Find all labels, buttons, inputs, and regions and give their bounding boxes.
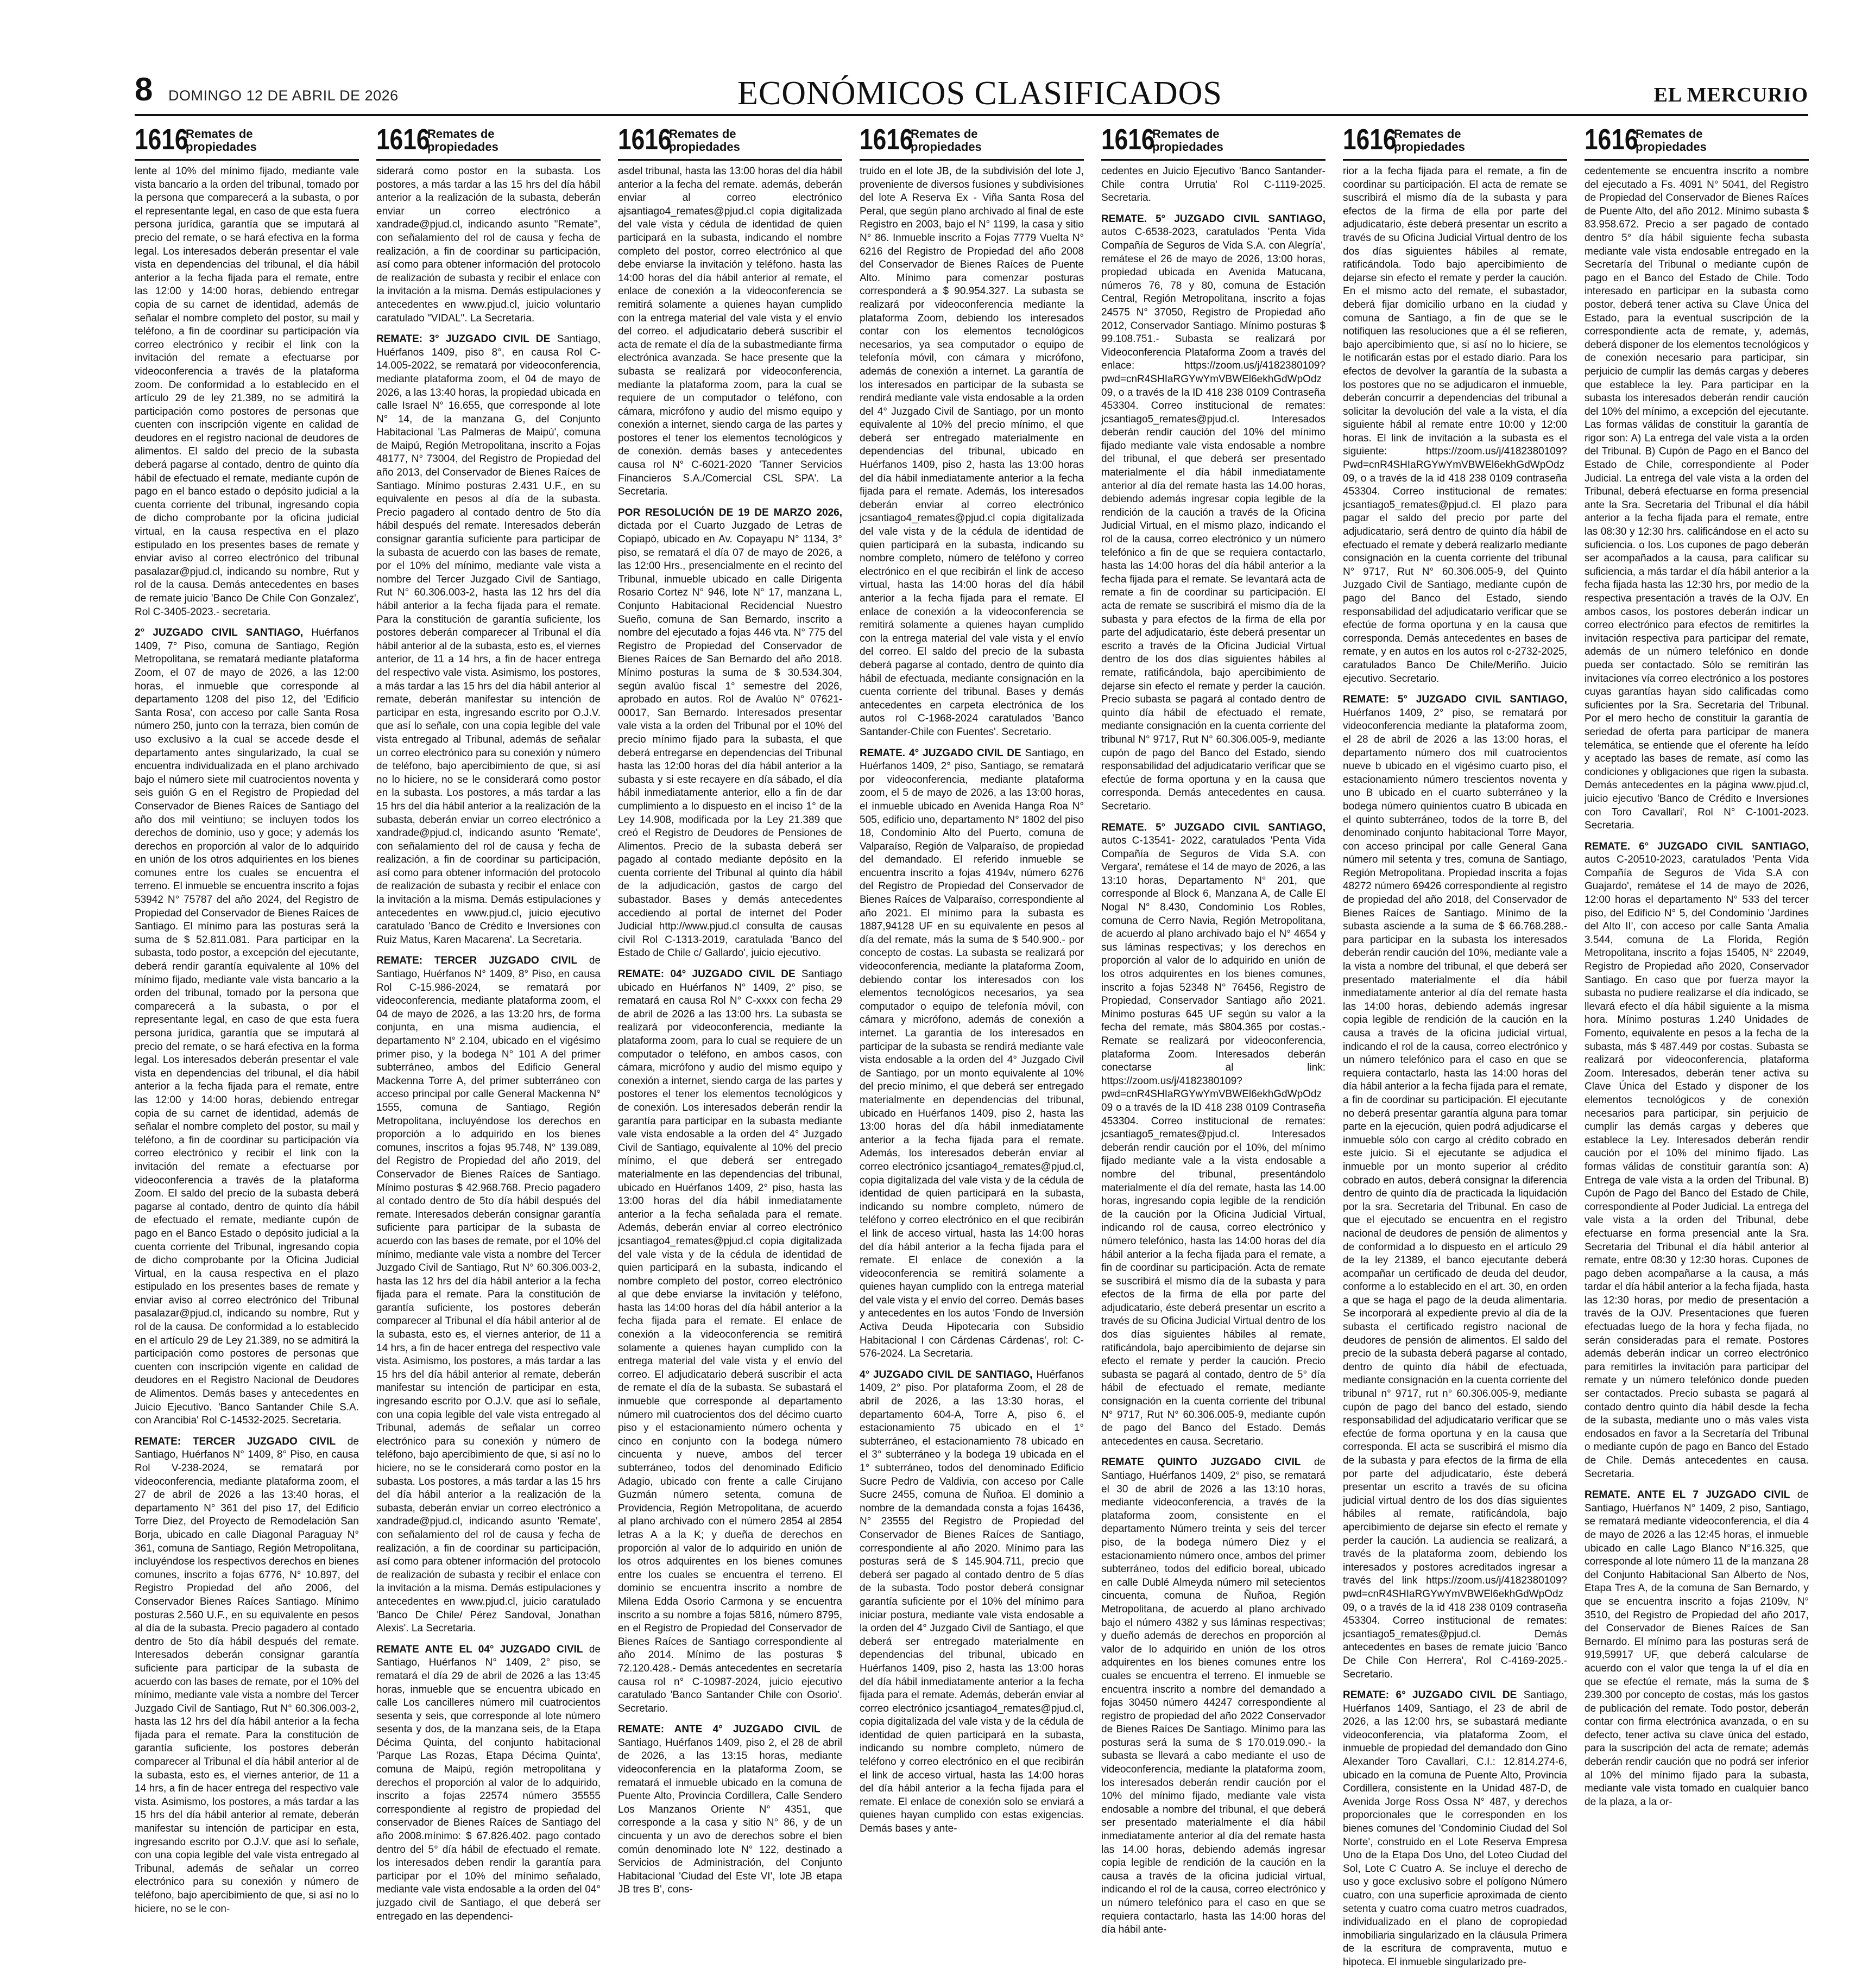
classified-ad: REMATE QUINTO JUZGADO CIVIL de Santiago, Huérfanos 1409, 2° piso, se rematará el 30 de abril de 2026 a las 13:10 horas, mediante videoconferencia, a través de la plataforma zoom, consistente en el departamento Número treinta y seis del tercer piso, de la bodega número Diez y el estacionamiento número once, ambos del primer subterráneo, todos del edificio boreal, ubicado en calle Dublé Almeyda número mil setecientos cincuenta, comuna de Ñuñoa, Región Metropolitana, de acuerdo al plano archivado bajo el número 4382 y sus láminas respectivas; y dueño además de derechos en proporción al valor de lo adquirido en unión de los otros adquirentes en los bienes comunes entre los cuales se encuentra el terreno. El inmueble se encuentra inscrito a nombre del demandado a fojas 30450 número 44247 correspondiente al registro de propiedad del año 2022 Conservador de Bienes Raíces De Santiago. Mínimo para las posturas será la suma de $ 170.019.090.- la subasta se llevará a cabo mediante el uso de videoconferencia, mediante la plataforma zoom, los interesados deberán rendir caución por el 10% del mínimo fijado, mediante vale vista endosable a nombre del tribunal, el que deberá ser presentado materialmente el día hábil inmediatamente anterior al día del remate hasta las 14.00 horas, debiendo además ingresar copia legible de rendición de la caución en la causa a través de la oficina judicial virtual, indicando el rol de la causa, correo electrónico y un número telefónico para el caso en que se requiera contactarlo, hasta las 14:00 horas del día hábil ante- [1101, 1457, 1326, 1936]
category-number: 1616 [376, 123, 430, 156]
category-number: 1616 [135, 123, 188, 156]
category-label: Remates de propiedades [1394, 127, 1465, 154]
page-header [135, 73, 1808, 111]
classified-ad: 4° JUZGADO CIVIL DE SANTIAGO, Huérfanos 1409, 2° piso. Por plataforma Zoom, el 28 de abril de 2026, a las 13:30 horas, el departamento 604-A, Torre A, piso 6, el estacionamiento 75 ubicado en el 1° subterráneo, el estacionamiento 78 ubicado en el 3° subterráneo y la bodega 19 ubicada en el 1° subterráneo, todos del denominado Edificio Sucre Pedro de Valdivia, con acceso por Calle Sucre 2455, comuna de Ñuñoa. El dominio a nombre de la demandada consta a fojas 16436, N° 23555 del Registro de Propiedad del Conservador de Bienes Raíces de Santiago, correspondiente al año 2020. Mínimo para las posturas será de $ 145.904.711, precio que deberá ser pagado al contado dentro de 5 días de la subasta. Todo postor deberá consignar garantía suficiente por el 10% del mínimo para iniciar postura, mediante vale vista endosable a la orden del 4° Juzgado Civil de Santiago, el que deberá ser entregado materialmente en dependencias del tribunal, ubicado en Huérfanos 1409, piso 2, hasta las 13:00 horas del día hábil inmediatamente anterior a la fecha fijada para el remate. Además, deberán enviar al correo electrónico jcsantiago4_remates@pjud.cl, copia digitalizada del vale vista y de la cédula de identidad de quien participará en la subasta, indicando su nombre completo, número de teléfono y correo electrónico en el que recibirán el link de acceso virtual, hasta las 14:00 horas del día hábil anterior a la fecha fijada para el remate. El enlace de conexión solo se enviará a quienes hayan cumplido con estas exigencias. Demás bases y ante- [860, 1369, 1084, 1835]
category-label: Remates de propiedades [669, 127, 740, 154]
classified-ad: REMATE. 6° JUZGADO CIVIL SANTIAGO, autos C-20510-2023, caratulados 'Penta Vida Compañía de Seguros de Vida S.A con Guajardo', remátese el 14 de mayo de 2026, 12:00 horas el departamento N° 533 del tercer piso, del Edificio N° 5, del Condominio 'Jardines del Alto II', con acceso por calle Santa Amalia 3.544, comuna de La Florida, Región Metropolitana, inscrito a fojas 15405, N° 22049, Registro de Propiedad año 2020, Conservador Santiago. En caso que por fuerza mayor la subasta no pudiere realizarse el día indicado, se llevará efecto el día hábil siguiente a la misma hora. Mínimo posturas 1.240 Unidades de Fomento, equivalente en pesos a la fecha de la subasta, más $ 487.449 por costas. Subasta se realizará por videoconferencia, plataforma Zoom. Interesados, deberán tener activa su Clave Única del Estado y disponer de los elementos tecnológicos y de conexión necesarios para participar, sin perjuicio de cumplir las demás cargas y deberes que establece la Ley. Interesados deberán rendir caución por el 10% del mínimo fijado. Las formas válidas de constituir garantía son: A) Entrega de vale vista a la orden del Tribunal. B) Cupón de Pago del Banco del Estado de Chile, correspondiente al Poder Judicial. La entrega del vale vista a la orden del Tribunal, debe efectuarse en forma presencial ante la Sra. Secretaria del Tribunal el día hábil anterior al remate, entre 08:30 y 12:30 horas. Cupones de pago deben acompañarse a la causa, a más tardar el día hábil anterior a la fecha fijada, hasta las 12:30 horas, por medio de presentación a través de la OJV. Presentaciones que fueren efectuadas luego de la hora y fecha fijada, no serán consideradas para el remate. Postores además deberán indicar un correo electrónico para remitirles la invitación para participar del remate y un número telefónico donde pueden ser contactados. Precio subasta se pagará al contado dentro quinto día hábil desde la fecha de la subasta, mediante uno o más vales vista endosados en favor a la Secretaría del Tribunal o mediante cupón de pago en Banco del Estado de Chile. Demás antecedentes en causa. Secretaria. [1585, 840, 1809, 1480]
category-label: Remates de propiedades [427, 127, 498, 154]
classified-ad: REMATE: 5° JUZGADO CIVIL SANTIAGO, Huérfanos 1409, 2° piso, se rematará por videoconferencia mediante la plataforma zoom, el 28 de abril de 2026 a las 13:00 horas, el departamento número dos mil cuatrocientos nueve b ubicado en el vigésimo cuarto piso, el estacionamiento número trescientos noventa y uno B ubicado en el cuarto subterráneo y la bodega número quinientos cuatro B ubicada en el quinto subterráneo, todos de la torre B, del denominado conjunto habitacional Torre Mayor, con acceso principal por calle General Gana número mil setenta y tres, comuna de Santiago, Región Metropolitana. Propiedad inscrita a fojas 48272 número 69426 correspondiente al registro de propiedad del año 2018, del Conservador de Bienes Raíces de Santiago. Mínimo de la subasta asciende a la suma de $ 66.768.288.- para participar en la subasta los interesados deberán rendir caución del 10%, mediante vale a la vista a nombre del tribunal, el que deberá ser presentado materialmente el día hábil inmediatamente anterior al día del remate hasta las 14:00 horas, debiendo además ingresar copia legible de rendición de la caución en la causa a través de la oficina judicial virtual, indicando el rol de la causa, correo electrónico y un número telefónico para el caso en que se requiera contactarlo, hasta las 14:00 horas del día hábil anterior a la fecha fijada para el remate, a fin de coordinar su participación. El ejecutante no deberá presentar garantía alguna para tomar parte en la ejecución, quien podrá adjudicarse el inmueble sólo con cargo al crédito cobrado en este juicio. Si el ejecutante se adjudica el inmueble por un monto superior al crédito cobrado en autos, deberá consignar la diferencia dentro de quinto día de practicada la liquidación por la sra. Secretaria del Tribunal. En caso de que el ejecutado se encuentra en el registro nacional de deudores de pensión de alimentos y de conformidad a lo dispuesto en el artículo 29 de la ley 21389, el banco ejecutante deberá acompañar un certificado de deuda del deudor, conforme a lo establecido en el art. 30, en orden a que se haga el pago de la deuda alimentaria. Se incorporará al expediente previo al día de la subasta el certificado registro nacional de deudores de pensión de alimentos. El saldo del precio de la subasta deberá pagarse al contado, dentro de quinto día hábil de efectuada, mediante consignación en la cuenta corriente del tribunal n° 9717, rut n° 60.306.005-9, mediante cupón de pago del banco del estado, siendo responsabilidad del adjudicatario verificar que se efectúe de forma oportuna y en la causa que corresponda. El acta se suscribirá el mismo día de la subasta y para efectos de la firma de ella por parte del adjudicatario, éste deberá presentar un escrito a través de su oficina judicial virtual dentro de los dos días siguientes hábiles al remate, ratificándola, bajo apercibimiento de dejarse sin efecto el remate y perder la caución. La audiencia se realizará, a través de la plataforma zoom, debiendo los interesados y postores acreditados ingresar a través del link https://zoom.us/j/4182380109?pwd=cnR4SHIaRGYwYmVBWEl6ekhGdWpOdz09, o a través de la id 418 238 0109 contraseña 453304. Correo institucional de remates: jcsantiago5_remates@pjud.cl. Demás antecedentes en bases de remate juicio 'Banco De Chile Con Herrera', Rol C-4169-2025.- Secretario. [1343, 694, 1567, 1680]
classified-ad: truido en el lote JB, de la subdivisión del lote J, proveniente de diversos fusiones y subdivisiones del lote A Reserva Ex - Viña Santa Rosa del Peral, que según plano archivado al final de este Registro en 2003, bajo el N° 1199, la casa y sitio N° 86. Inmueble inscrito a Fojas 7779 Vuelta N° 6216 del Registro de Propiedad del año 2008 del Conservador de Bienes Raíces de Puente Alto. Mínimo para comenzar posturas corresponderá a $ 90.954.327. La subasta se realizará por videoconferencia mediante la plataforma Zoom, debiendo los interesados contar con los elementos tecnológicos necesarios, ya sea computador o equipo de telefonía móvil, con cámara y micrófono, además de conexión a internet. La garantía de los interesados en participar de la subasta se rendirá mediante vale vista endosable a la orden del 4° Juzgado Civil de Santiago, por un monto equivalente al 10% del precio mínimo, el que deberá ser entregado materialmente en dependencias del tribunal, ubicado en Huérfanos 1409, piso 2, hasta las 13:00 horas del día hábil inmediatamente anterior a la fecha fijada para el remate. Además, los interesados deberán enviar al correo electrónico jcsantiago4_remates@pjud.cl copia digitalizada del vale vista y de la cédula de identidad de quien participará en la subasta, indicando su nombre completo, número de teléfono y correo electrónico en el que recibirán el link de acceso virtual, hasta las 14:00 horas del día hábil anterior a la fecha fijada para el remate. El enlace de conexión a la videoconferencia se remitirá solamente a quienes hayan cumplido con la entrega material del vale vista y el envío del correo. El saldo del precio de la subasta deberá pagarse al contado, dentro de quinto día hábil de efectuada, mediante consignación en la cuenta corriente del tribunal. Bases y demás antecedentes en carpeta electrónica de los autos rol C-1968-2024 caratulados 'Banco Santander-Chile con Fuentes'. Secretario. [860, 166, 1084, 738]
classified-ad: cedentemente se encuentra inscrito a nombre del ejecutado a Fs. 4091 N° 5041, del Registro de Propiedad del Conservador de Bienes Raíces de Puente Alto, del año 2012. Mínimo subasta $ 83.958.672. Precio a ser pagado de contado dentro 5° día hábil siguiente fecha subasta mediante vale vista endosable entregado en la Secretaría del Tribunal o mediante cupón de pago en el Banco del Estado de Chile. Todo interesado en participar en la subasta como postor, deberá tener activa su Clave Única del Estado, para la eventual suscripción de la correspondiente acta de remate, y, además, deberá disponer de los elementos tecnológicos y de conexión necesario para participar, sin perjuicio de cumplir las demás cargas y deberes que establece la ley. Para participar en la subasta los interesados deberán rendir caución del 10% del mínimo, a excepción del ejecutante. Las formas válidas de constituir la garantía de rigor son: A) La entrega del vale vista a la orden del Tribunal. B) Cupón de Pago en el Banco del Estado de Chile, correspondiente al Poder Judicial. La entrega del vale vista a la orden del Tribunal, deberá efectuarse en forma presencial ante la Sra. Secretaria del Tribunal el día hábil anterior a la fecha fijada para el remate, entre las 08:30 y 12:30 hrs. calificándose en el acto su suficiencia. o los. Los cupones de pago deberán ser acompañados a la causa, para calificar su suficiencia, a más tardar el día hábil anterior a la fecha fijada hasta las 12:30 hrs, por medio de la respectiva presentación a través de la OJV. En ambos casos, los postores deberán indicar un correo electrónico para efectos de remitirles la invitación respectiva para participar del remate, además de un número telefónico en donde pueda ser contactado. Sólo se remitirán las invitaciones vía correo electrónico a los postores cuyas garantías hayan sido calificadas como suficientes por la Sra. Secretaria del Tribunal. Por el mero hecho de constituir la garantía de seriedad de oferta para participar de manera telemática, se entiende que el oferente ha leído y aceptado las bases de remate, así como las condiciones y obligaciones que rigen la subasta. Demás antecedentes en la página www.pjud.cl, juicio ejecutivo 'Banco de Crédito e Inversiones con Toro Cavallari', Rol N° C-1001-2023. Secretaria. [1585, 166, 1809, 832]
classified-column [1101, 122, 1326, 1968]
classified-ad: REMATE. 4° JUZGADO CIVIL DE Santiago, en Huérfanos 1409, 2° piso, Santiago, se rematará por videoconferencia, mediante plataforma zoom, el 5 de mayo de 2026, a las 13:00 horas, el inmueble ubicado en Avenida Hanga Roa N° 505, edificio uno, departamento N° 1802 del piso 18, Condominio Alto del Puerto, comuna de Valparaíso, Región de Valparaíso, de propiedad del demandado. El referido inmueble se encuentra inscrito a fojas 4194v, número 6276 del Registro de Propiedad del Conservador de Bienes Raíces de Valparaíso, correspondiente al año 2021. El mínimo para la subasta es 1887,94128 UF en su equivalente en pesos al día del remate, más la suma de $ 540.900.- por concepto de costas. La subasta se realizará por videoconferencia, mediante la plataforma Zoom, debiendo contar los interesados con los elementos tecnológicos necesarios, ya sea computador o equipo de telefonía móvil, con cámara y micrófono, además de conexión a internet. La garantía de los interesados en participar de la subasta se rendirá mediante vale vista endosable a la orden del 4° Juzgado Civil de Santiago, por un monto equivalente al 10% del precio mínimo, el que deberá ser entregado materialmente en dependencias del tribunal, ubicado en Huérfanos 1409, piso 2, hasta las 13:00 horas del día hábil inmediatamente anterior a la fecha fijada para el remate. Además, los interesados deberán enviar al correo electrónico jcsantiago4_remates@pjud.cl, copia digitalizada del vale vista y de la cédula de identidad de quien participará en la subasta, indicando su nombre completo, número de teléfono y correo electrónico en el que recibirán el link de acceso virtual, hasta las 14:00 horas del día hábil anterior a la fecha fijada para el remate. El enlace de conexión a la videoconferencia se remitirá solamente a quienes hayan cumplido con la entrega material del vale vista y el envío del correo. Demás bases y antecedentes en los autos 'Fondo de Inversión Activa Deuda Hipotecaria con Subsidio Habitacional I con Cárdenas Cárdenas', rol: C-576-2024. La Secretaria. [860, 747, 1084, 1360]
category-number: 1616 [1585, 123, 1638, 156]
classified-ad: POR RESOLUCIÓN DE 19 DE MARZO 2026, dictada por el Cuarto Juzgado de Letras de Copiapó, ubicado en Av. Copayapu N° 1134, 3° piso, se rematará el día 07 de mayo de 2026, a las 12:00 Hrs., presencialmente en el recinto del Tribunal, inmueble ubicado en calle Dirigenta Rosario Cortez N° 946, lote N° 17, manzana L, Conjunto Habitacional Recidencial Nuestro Sueño, comuna de San Bernardo, inscrito a nombre del ejecutado a fojas 446 vta. N° 775 del Registro de Propiedad del Conservador de Bienes Raíces de San Bernardo del año 2018. Mínimo posturas la suma de $ 30.534.304, según avalúo fiscal 1° semestre del 2026, aprobado en autos. Rol de Avalúo N° 07621-00017, San Bernardo. Interesados presentar vale vista a la orden del Tribunal por el 10% del precio mínimo fijado para la subasta, el que deberá entregarse en dependencias del Tribunal hasta las 12:00 horas del día hábil anterior a la subasta y si este recayere en día sábado, el día hábil inmediatamente anterior, ello a fin de dar cumplimiento a lo dispuesto en el inciso 1° de la Ley 14.908, modificada por la Ley 21.389 que creó el Registro de Deudores de Pensiones de Alimentos. Precio de la subasta deberá ser pagado al contado mediante depósito en la cuenta corriente del Tribunal al quinto día hábil de la adjudicación, gastos de cargo del subastador. Bases y demás antecedentes accediendo al portal de internet del Poder Judicial http://www.pjud.cl consulta de causas civil Rol C-1313-2019, caratulada 'Banco del Estado de Chile c/ Gallardo', juicio ejecutivo. [618, 507, 842, 959]
newspaper-name: EL MERCURIO [1653, 84, 1808, 106]
classified-ad: asdel tribunal, hasta las 13:00 horas del día hábil anterior a la fecha del remate. además, deberán enviar al correo electrónico ajsantiago4_remates@pjud.cl copia digitalizada del vale vista y cédula de identidad de quien participará en la subasta, indicando el nombre completo del postor, correo electrónico al que debe enviarse la invitación y teléfono. hasta las 14:00 horas del día hábil anterior al remate, el enlace de conexión a la videoconferencia se remitirá solamente a quienes hayan cumplido con la entrega material del vale vista y el envío del correo. el adjudicatario deberá suscribir el acta de remate el día de la subastmediante firma electrónica avanzada. Se hace presente que la subasta se realizará por videoconferencia, mediante la plataforma zoom, para la cual se requiere de un computador o teléfono, con cámara, micrófono y audio del mismo equipo y conexión a internet, siendo carga de las partes y postores el tener los elementos tecnológicos y de conexión. demás bases y antecedentes causa rol N° C-6021-2020 'Tanner Servicios Financieros S.A./Comercial CSL SPA'. La Secretaria. [618, 166, 842, 498]
classified-ad: REMATE: 6° JUZGADO CIVIL DE Santiago, Huérfanos 1409, Santiago, el 23 de abril de 2026, a las 12:00 hrs, se subastará mediante videoconferencia, vía plataforma Zoom, el inmueble de propiedad del demandado don Gino Alexander Toro Cavallari, C.I.: 12.814.274-6, ubicado en la comuna de Puente Alto, Provincia Cordillera, consistente en la Unidad 487-D, de Avenida Jorge Ross Ossa N° 487, y derechos proporcionales que le corresponden en los bienes comunes del 'Condominio Ciudad del Sol Norte', construido en el Lote Reserva Empresa Uno de la Etapa Dos Uno, del Loteo Ciudad del Sol, Lote C Cuatro A. Se incluye el derecho de uso y goce exclusivo sobre el polígono Número cuatro, con una superficie aproximada de ciento setenta y cuatro coma cuatro metros cuadrados, individualizado en el plano de copropiedad inmobiliaria singularizado en la cláusula Primera de la escritura de compraventa, mutuo e hipoteca. El inmueble singularizado pre- [1343, 1689, 1567, 1968]
page-number: 8 [135, 71, 153, 107]
column-body [618, 165, 842, 1897]
category-label: Remates de propiedades [1636, 127, 1707, 154]
column-body [1343, 165, 1567, 1968]
issue-date: DOMINGO 12 DE ABRIL DE 2026 [168, 87, 399, 104]
section-title: ECONÓMICOS CLASIFICADOS [737, 75, 1222, 112]
column-header [618, 122, 842, 161]
classified-ad: REMATE: TERCER JUZGADO CIVIL de Santiago, Huérfanos N° 1409, 8° Piso, en causa Rol V-238-2024, se rematará por videoconferencia, mediante plataforma zoom, el 27 de abril de 2026 a las 13:40 horas, el departamento N° 361 del piso 17, del Edificio Torre Diez, del Proyecto de Remodelación San Borja, ubicado en calle Diagonal Paraguay N° 361, comuna de Santiago, Región Metropolitana, incluyéndose los respectivos derechos en bienes comunes, inscrito a fojas 6776, N° 10.897, del Registro Propiedad del año 2006, del Conservador Bienes Raíces Santiago. Mínimo posturas 2.560 U.F., en su equivalente en pesos al día de la subasta. Precio pagadero al contado dentro de 5to día hábil después del remate. Interesados deberán consignar garantía suficiente para participar de la subasta de acuerdo con las bases de remate, por el 10% del mínimo, mediante vale vista a nombre del Tercer Juzgado Civil de Santiago, Rut N° 60.306.003-2, hasta las 12 hrs del día hábil anterior a la fecha fijada para el remate. Para la constitución de garantía suficiente, los postores deberán comparecer al Tribunal el día hábil anterior al de la subasta, esto es, el viernes anterior, de 11 a 14 hrs, a fin de hacer entrega del respectivo vale vista. Asimismo, los postores, a más tardar a las 15 hrs del día hábil anterior al remate, deberán manifestar su intención de participar en esta, ingresando escrito por O.J.V. que así lo señale, con una copia legible del vale vista entregado al Tribunal, además de señalar un correo electrónico para su conexión y número de teléfono, bajo apercibimiento de que, si así no lo hiciere, no se le con- [135, 1435, 359, 1915]
column-body [135, 165, 359, 1916]
classified-ad: REMATE: 3° JUZGADO CIVIL DE Santiago, Huérfanos 1409, piso 8°, en causa Rol C- 14.005-2022, se rematará por videoconferencia, mediante plataforma zoom, el 04 de mayo de 2026, a las 13:40 horas, la propiedad ubicada en calle Israel N° 16.655, que corresponde al lote N° 14, de la manzana G, del Conjunto Habitacional 'Las Palmeras de Maipú', comuna de Maipú, Región Metropolitana, inscrito a Fojas 48177, N° 73004, del Registro de Propiedad del año 2013, del Conservador de Bienes Raíces de Santiago. Mínimo posturas 2.431 U.F., en su equivalente en pesos al día de la subasta. Precio pagadero al contado dentro de 5to día hábil después del remate. Interesados deberán consignar garantía suficiente para participar de la subasta de acuerdo con las bases de remate, por el 10% del mínimo, mediante vale vista a nombre del Tercer Juzgado Civil de Santiago, Rut N° 60.306.003-2, hasta las 12 hrs del día hábil anterior a la fecha fijada para el remate. Para la constitución de garantía suficiente, los postores deberán comparecer al Tribunal el día hábil anterior al de la subasta, esto es, el viernes anterior, de 11 a 14 hrs, a fin de hacer entrega del respectivo vale vista. Asimismo, los postores, a más tardar a las 15 hrs del día hábil anterior al remate, deberán manifestar su intención de participar en esta, ingresando escrito por O.J.V. que así lo señale, con una copia legible del vale vista entregado al Tribunal, además de señalar un correo electrónico para su conexión y número de teléfono, bajo apercibimiento de que, si así no lo hiciere, no se le considerará como postor en la subasta. Los postores, a más tardar a las 15 hrs del día hábil anterior a la realización de la subasta, deberán enviar un correo electrónico a xandrade@pjud.cl, indicando asunto 'Remate', con señalamiento del rol de causa y fecha de realización, a fin de coordinar su participación, así como para obtener información del protocolo de realización de subasta y recibir el enlace con la invitación a la misma. Demás estipulaciones y antecedentes en www.pjud.cl, juicio ejecutivo caratulado 'Banco de Crédito e Inversiones con Ruiz Matus, Karen Macarena'. La Secretaria. [376, 333, 601, 946]
classified-column [1343, 122, 1567, 1968]
classified-ad: REMATE: 04° JUZGADO CIVIL DE Santiago ubicado en Huérfanos N° 1409, 2° piso, se rematará en causa Rol N° C-xxxx con fecha 29 de abril de 2026 a las 13:00 hrs. La subasta se realizará por videoconferencia, mediante la plataforma zoom, para lo cual se requiere de un computador o teléfono, en ambos casos, con cámara, micrófono y audio del mismo equipo y conexión a internet, siendo carga de las partes y postores el tener los elementos tecnológicos y de conexión. Los interesados deberán rendir la garantía para participar en la subasta mediante vale vista endosable a la orden del 4° Juzgado Civil de Santiago, equivalente al 10% del precio mínimo, el que deberá ser entregado materialmente en las dependencias del tribunal, ubicado en Huérfanos 1409, 2° piso, hasta las 13:00 horas del día hábil inmediatamente anterior a la fecha señalada para el remate. Además, deberán enviar al correo electrónico jcsantiago4_remates@pjud.cl copia digitalizada del vale vista y de la cédula de identidad de quien participará en la subasta, indicando el nombre completo del postor, correo electrónico al que debe enviarse la invitación y teléfono, hasta las 14:00 horas del día hábil anterior a la fecha fijada para el remate. El enlace de conexión a la videoconferencia se remitirá solamente a quienes hayan cumplido con la entrega material del vale vista y el envío del correo. El adjudicatario deberá suscribir el acta de remate el día de la subasta. Se subastará el inmueble que corresponde al departamento número mil cuatrocientos dos del décimo cuarto piso y el estacionamiento número ochenta y cinco en conjunto con la bodega número cincuenta y nueve, ambos del tercer subterráneo, todos del denominado Edificio Adagio, ubicado con frente a calle Cirujano Guzmán número setenta, comuna de Providencia, Región Metropolitana, de acuerdo al plano archivado con el número 2854 al 2854 letras A a la K; y dueña de derechos en proporción al valor de lo adquirido en unión de los otros adquirentes en los bienes comunes entre los cuales se encuentra el terreno. El dominio se encuentra inscrito a nombre de Milena Edda Osorio Carmona y se encuentra inscrito a su nombre a fojas 5816, número 8795, en el Registro de Propiedad del Conservador de Bienes Raíces de Santiago correspondiente al año 2014. Mínimo de las posturas $ 72.120.428.- Demás antecedentes en secretaría causa rol n° C-10987-2024, juicio ejecutivo caratulado 'Banco Santander Chile con Osorio'. Secretario. [618, 968, 842, 1714]
classified-ad: lente al 10% del mínimo fijado, mediante vale vista bancario a la orden del tribunal, tomado por la persona que comparecerá a la subasta, o por el representante legal, en caso de que esta fuera persona jurídica, garantía que se imputará al precio del remate, o se hará efectiva en la forma legal. Los interesados deberán presentar el vale vista en dependencias del tribunal, el día hábil anterior a la fecha fijada para el remate, entre las 12:00 y 14:00 horas, debiendo entregar copia de su carnet de identidad, además de señalar el nombre completo del postor, su mail y teléfono, a fin de coordinar su participación vía correo electrónico y recibir el link con la invitación del remate a efectuarse por videoconferencia a través de la plataforma zoom. De conformidad a lo establecido en el artículo 29 de ley 21.389, no se admitirá la participación como postores de personas que cuenten con inscripción vigente en calidad de deudores en el registro nacional de deudores de alimentos. El saldo del precio de la subasta deberá pagarse al contado, dentro de quinto día hábil de efectuado el remate, mediante cupón de pago en el banco estado o depósito judicial a la cuenta corriente del tribunal, ingresando copia de dicho comprobante por la oficina judicial virtual, en la causa respectiva en el plazo estipulado en los presentes bases de remate y enviar aviso al correo electrónico del tribunal pasalazar@pjud.cl, indicando su nombre, Rut y rol de la causa. Demás antecedentes en bases de remate juicio 'Banco De Chile Con Gonzalez', Rol C-3405-2023.- secretaria. [135, 166, 359, 618]
column-header [860, 122, 1084, 161]
classified-ad: siderará como postor en la subasta. Los postores, a más tardar a las 15 hrs del día hábil anterior a la realización de la subasta, deberán enviar un correo electrónico a xandrade@pjud.cl, indicando asunto "Remate", con señalamiento del rol de causa y fecha de realización, a fin de coordinar su participación, así como para obtener información del protocolo de realización de subasta y recibir el enlace con la invitación a la misma. Demás estipulaciones y antecedentes en www.pjud.cl, juicio voluntario caratulado "VIDAL". La Secretaria. [376, 166, 601, 324]
category-label: Remates de propiedades [186, 127, 257, 154]
column-body [376, 165, 601, 1923]
column-header [1343, 122, 1567, 161]
classified-ad: REMATE. ANTE EL 7 JUZGADO CIVIL de Santiago, Huérfanos N° 1409, 2 piso, Santiago, se rematará mediante videoconferencia, el día 4 de mayo de 2026 a las 12:45 horas, el inmueble ubicado en calle Lago Blanco N°16.325, que corresponde al lote número 11 de la manzana 28 del Conjunto Habitacional San Alberto de Nos, Etapa Tres A, de la comuna de San Bernardo, y que se encuentra inscrito a fojas 2109v, N° 3510, del Registro de Propiedad del año 2017, del Conservador de Bienes Raíces de San Bernardo. El mínimo para las posturas será de 919,59917 UF, que deberá calcularse de acuerdo con el valor que tenga la uf el día en que se efectúe el remate, más la suma de $ 239.300 por concepto de costas, más los gastos de publicación del remate. Todo postor, deberán contar con firma electrónica avanzada, o en su defecto, tener activa su clave única del estado, para la suscripción del acta de remate; además deberán rendir caución que no podrá ser inferior al 10% del mínimo fijado para la subasta, mediante vale vista tomado en cualquier banco de la plaza, a la or- [1585, 1489, 1809, 1808]
category-number: 1616 [1343, 123, 1397, 156]
classified-ad: REMATE. 5° JUZGADO CIVIL SANTIAGO, autos C-13541- 2022, caratulados 'Penta Vida Compañía de Seguros de Vida S.A. con Vergara', remátese el 14 de mayo de 2026, a las 13:10 horas, Departamento N° 201, que corresponde al Block 6, Manzana A, de Calle El Nogal N° 8.430, Condominio Los Robles, comuna de Cerro Navia, Región Metropolitana, de acuerdo al plano archivado bajo el N° 4654 y sus láminas respectivas; y los derechos en proporción al valor de lo adquirido en unión de los otros adquirentes en los bienes comunes, inscrito a fojas 52348 N° 76456, Registro de Propiedad, Conservador Santiago año 2021. Mínimo posturas 645 UF según su valor a la fecha del remate, más $804.365 por costas.- Remate se realizará por videoconferencia, plataforma Zoom. Interesados deberán conectarse al link: https://zoom.us/j/4182380109?pwd=cnR4SHIaRGYwYmVBWEl6ekhGdWpOdz09 o a través de la ID 418 238 0109 Contraseña 453304. Correo institucional de remates: jcsantiago5_remates@pjud.cl. Interesados deberán rendir caución por el 10%, del mínimo fijado mediante vale a la vista endosable a nombre del tribunal, presentándolo materialmente el día del remate, hasta las 14.00 horas, ingresando copia legible de la rendición de la caución por la Oficina Judicial Virtual, indicando rol de causa, correo electrónico y número telefónico, hasta las 14:00 horas del día hábil anterior a la fecha fijada para el remate, a fin de coordinar su participación. Acta de remate se suscribirá el mismo día de la subasta y para efectos de la firma de ella por parte del adjudicatario, éste deberá presentar un escrito a través de su Oficina Judicial Virtual dentro de los dos días siguientes hábiles al remate, ratificándola, bajo apercibimiento de dejarse sin efecto el remate y perder la caución. Precio subasta se pagará al contado, dentro de 5° día hábil de efectuado el remate, mediante consignación en la cuenta corriente del tribunal N° 9717, Rut N° 60.306.005-9, mediante cupón de pago del Banco del Estado. Demás antecedentes en causa. Secretario. [1101, 821, 1326, 1447]
classified-ad: REMATE. 5° JUZGADO CIVIL SANTIAGO, autos C-6538-2023, caratulados 'Penta Vida Compañía de Seguros de Vida S.A. con Alegría', remátese el 26 de mayo de 2026, 13:00 horas, propiedad ubicada en Avenida Matucana, números 76, 78 y 80, comuna de Estación Central, Región Metropolitana, inscrito a fojas 24575 N° 37050, Registro de Propiedad año 2012, Conservador Santiago. Mínimo posturas $ 99.108.751.- Subasta se realizará por Videoconferencia Plataforma Zoom a través del enlace: https://zoom.us/j/4182380109?pwd=cnR4SHIaRGYwYmVBWEl6ekhGdWpOdz09, o a través de la ID 418 238 0109 Contraseña 453304. Correo institucional de remates: jcsantiago5_remates@pjud.cl. Interesados deberán rendir caución del 10% del mínimo fijado mediante vale vista endosable a nombre del tribunal, el que deberá ser presentado materialmente el día hábil inmediatamente anterior al día del remate hasta las 14.00 horas, debiendo además ingresar copia legible de la rendición de la caución a través de la Oficina Judicial Virtual, en el mismo plazo, indicando el rol de la causa, correo electrónico y un número telefónico a fin de que se requiera contactarlo, hasta las 14:00 horas del día hábil anterior a la fecha fijada para el remate. Se levantará acta de remate a fin de coordinar su participación. El acta de remate se suscribirá el mismo día de la subasta y para efectos de la firma de ella por parte del adjudicatario, éste deberá presentar un escrito a través de la Oficina Judicial Virtual dentro de los dos días siguientes hábiles al remate, ratificándola, bajo apercibimiento de dejarse sin efecto el remate y perder la caución. Precio subasta se pagará al contado dentro de quinto día hábil de efectuado el remate, mediante consignación en la cuenta corriente del tribunal N° 9717, Rut N° 60.306.005-9, mediante cupón de pago del Banco del Estado, siendo responsabilidad del adjudicatario verificar que se efectúe de forma oportuna y en la causa que corresponda. Demás antecedentes en causa. Secretario. [1101, 213, 1326, 812]
column-header [376, 122, 601, 161]
classified-ad: REMATE: TERCER JUZGADO CIVIL de Santiago, Huérfanos N° 1409, 8° Piso, en causa Rol C-15.986-2024, se rematará por videoconferencia, mediante plataforma zoom, el 04 de mayo de 2026, a las 13:20 hrs, de forma conjunta, en una misma audiencia, el departamento N° 2.104, ubicado en el vigésimo primer piso, y la bodega N° 101 A del primer subterráneo, ambos del Edificio General Mackenna Torre A, del primer subterráneo con acceso principal por calle General Mackenna N° 1555, comuna de Santiago, Región Metropolitana, incluyéndose los derechos en proporción a lo adquirido en los bienes comunes, inscritos a fojas 95.748, N° 139.089, del Registro de Propiedad del año 2019, del Conservador de Bienes Raíces de Santiago. Mínimo posturas $ 42.968.768. Precio pagadero al contado dentro de 5to día hábil después del remate. Interesados deberán consignar garantía suficiente para participar de la subasta de acuerdo con las bases de remate, por el 10% del mínimo, mediante vale vista a nombre del Tercer Juzgado Civil de Santiago, Rut N° 60.306.003-2, hasta las 12 hrs del día hábil anterior a la fecha fijada para el remate. Para la constitución de garantía suficiente, los postores deberán comparecer al Tribunal el día hábil anterior al de la subasta, esto es, el viernes anterior, de 11 a 14 hrs, a fin de hacer entrega del respectivo vale vista. Asimismo, los postores, a más tardar a las 15 hrs del día hábil anterior al remate, deberán manifestar su intención de participar en esta, ingresando escrito por O.J.V. que así lo señale, con una copia legible del vale vista entregado al Tribunal, además de señalar un correo electrónico para su conexión y número de teléfono, bajo apercibimiento de que, si así no lo hiciere, no se le considerará como postor en la subasta. Los postores, a más tardar a las 15 hrs del día hábil anterior a la realización de la subasta, deberán enviar un correo electrónico a xandrade@pjud.cl, indicando asunto 'Remate', con señalamiento del rol de causa y fecha de realización, a fin de coordinar su participación, así como para obtener información del protocolo de realización de subasta y recibir el enlace con la invitación a la misma. Demás estipulaciones y antecedentes en www.pjud.cl, juicio caratulado 'Banco De Chile/ Pérez Sandoval, Jonathan Alexis'. La Secretaria. [376, 955, 601, 1635]
classified-column [376, 122, 601, 1968]
category-number: 1616 [1101, 123, 1155, 156]
classified-ad: 2° JUZGADO CIVIL SANTIAGO, Huérfanos 1409, 7° Piso, comuna de Santiago, Región Metropolitana, se rematará mediante plataforma Zoom, el 07 de mayo de 2026, a las 12:00 horas, el inmueble que corresponde al departamento 1208 del piso 12, del 'Edificio Santa Rosa', con acceso por calle Santa Rosa número 250, junto con la terraza, bien común de uso exclusivo a la cual se accede desde el departamento antes singularizado, la cual se encuentra individualizada en el plano archivado bajo el número siete mil cuatrocientos noventa y seis guión G en el Registro de Propiedad del Conservador de Bienes Raíces de Santiago del año dos mil veintiuno; se incluyen todos los derechos de dominio, uso y goce; y además los derechos en proporción al valor de lo adquirido en unión de los otros adquirientes en los bienes comunes entre los cuales se encuentra el terreno. El inmueble se encuentra inscrito a fojas 53942 N° 75787 del año 2024, del Registro de Propiedad del Conservador de Bienes Raíces de Santiago. El mínimo para las posturas será la suma de $ 52.811.081. Para participar en la subasta, todo postor, a excepción del ejecutante, deberá rendir garantía equivalente al 10% del mínimo fijado, mediante vale vista bancario a la orden del tribunal, tomado por la persona que comparecerá a la subasta, o por el representante legal, en caso de que esta fuera persona jurídica, garantía que se imputará al precio del remate, o se hará efectiva en la forma legal. Los interesados deberán presentar el vale vista en dependencias del tribunal, el día hábil anterior a la fecha fijada para el remate, entre las 12:00 y 14:00 horas, debiendo entregar copia de su carnet de identidad, además de señalar el nombre completo del postor, su mail y teléfono, a fin de coordinar su participación vía correo electrónico y recibir el link con la invitación del remate a efectuarse por videoconferencia a través de la plataforma Zoom. El saldo del precio de la subasta deberá pagarse al contado, dentro de quinto día hábil de efectuado el remate, mediante cupón de pago en el Banco Estado o depósito judicial a la cuenta corriente del Tribunal, ingresando copia de dicho comprobante por la Oficina Judicial Virtual, en la causa respectiva en el plazo estipulado en los presentes bases de remate y enviar aviso al correo electrónico del Tribunal pasalazar@pjud.cl, indicando su nombre, Rut y rol de la causa. De conformidad a lo establecido en el artículo 29 de Ley 21.389, no se admitirá la participación como postores de personas que cuenten con inscripción vigente en calidad de deudores en el Registro Nacional de Deudores de Alimentos. Demás bases y antecedentes en Juicio Ejecutivo. 'Banco Santander Chile S.A. con Arancibia' Rol C-14532-2025. Secretaria. [135, 627, 359, 1427]
column-header [1585, 122, 1809, 161]
column-header [135, 122, 359, 161]
category-number: 1616 [618, 123, 672, 156]
classified-ad: REMATE ANTE EL 04° JUZGADO CIVIL de Santiago, Huérfanos N° 1409, 2° piso, se rematará el día 29 de abril de 2026 a las 13:45 horas, inmueble que se encuentra ubicado en calle Los cancilleres número mil cuatrocientos sesenta y seis, que corresponde al lote número sesenta y dos, de la manzana seis, de la Etapa Décima Quinta, del conjunto habitacional 'Parque Las Rozas, Etapa Décima Quinta', comuna de Maipú, región metropolitana y derechos el proporción al valor de lo adquirido, inscrito a fojas 22574 número 35555 correspondiente al registro de propiedad del conservador de Bienes Raíces de Santiago del año 2008.mínimo: $ 67.826.402. pago contado dentro del 5° día hábil de efectuado el remate. los interesados deben rendir la garantía para participar por el 10% del mínimo señalado, mediante vale vista endosable a la orden del 04° juzgado civil de Santiago, el que deberá ser entregado en las dependenci- [376, 1643, 601, 1922]
column-header [1101, 122, 1326, 161]
column-body [860, 165, 1084, 1836]
category-number: 1616 [860, 123, 913, 156]
classifieds-columns [135, 122, 1808, 1968]
category-label: Remates de propiedades [911, 127, 982, 154]
classified-ad: cedentes en Juicio Ejecutivo 'Banco Santander-Chile contra Urrutia' Rol C-1119-2025. Secretaria. [1101, 166, 1326, 204]
category-label: Remates de propiedades [1152, 127, 1223, 154]
header-rule [135, 114, 1808, 116]
column-body [1585, 165, 1809, 1809]
column-body [1101, 165, 1326, 1937]
classified-column [860, 122, 1084, 1968]
classified-ad: REMATE: ANTE 4° JUZGADO CIVIL de Santiago, Huérfanos 1409, piso 2, el 28 de abril de 2026, a las 13:15 horas, mediante videoconferencia en la plataforma Zoom, se rematará el inmueble ubicado en la comuna de Puente Alto, Provincia Cordillera, Calle Sendero Los Manzanos Oriente N° 4351, que corresponde a la casa y sitio N° 86, y de un cincuenta y un avo de derechos sobre el bien común denominado lote N° 122, destinado a Servicios de Administración, del Conjunto Habitacional 'Ciudad del Este VI', lote JB etapa JB tres B', cons- [618, 1724, 842, 1896]
classified-column [135, 122, 359, 1968]
classified-column [1585, 122, 1809, 1968]
classified-column [618, 122, 842, 1968]
classified-ad: rior a la fecha fijada para el remate, a fin de coordinar su participación. El acta de remate se suscribirá el mismo día de la subasta y para efectos de la firma de ella por parte del adjudicatario, éste deberá presentar un escrito a través de su Oficina Judicial Virtual dentro de los dos días siguientes hábiles al remate, ratificándola. Todo bajo apercibimiento de dejarse sin efecto el remate y perder la caución. En el mismo acto del remate, el subastador, deberá fijar domicilio urbano en la ciudad y comuna de Santiago, a fin de que se le notifiquen las resoluciones que a él se refieren, bajo apercibimiento que, si así no lo hiciere, se le notificarán estas por el estado diario. Para los efectos de devolver la garantía de la subasta a los postores que no se adjudicaron el inmueble, deberán concurrir a dependencias del tribunal a solicitar la devolución del vale a la vista, el día siguiente hábil al remate entre 10:00 y 12:00 horas. El link de invitación a la subasta es el siguiente: https://zoom.us/j/4182380109? Pwd=cnR4SHIaRGYwYmVBWEl6ekhGdWpOdz09, o a través de la id 418 238 0109 contraseña 453304. Correo institucional de remates: jcsantiago5_remates@pjud.cl. El plazo para pagar el saldo del precio por parte del adjudicatario, será dentro de quinto día hábil de efectuado el remate y deberá realizarlo mediante consignación en la cuenta corriente del tribunal N° 9717, Rut N° 60.306.005-9, del Quinto Juzgado Civil de Santiago, mediante cupón de pago del Banco del Estado, siendo responsabilidad del adjudicatario verificar que se efectúe de forma oportuna y en la causa que corresponda. Demás antecedentes en bases de remate, y en autos en los autos rol c-2732-2025, caratulados Banco De Chile/Meriño. Juicio ejecutivo. Secretario. [1343, 166, 1567, 685]
